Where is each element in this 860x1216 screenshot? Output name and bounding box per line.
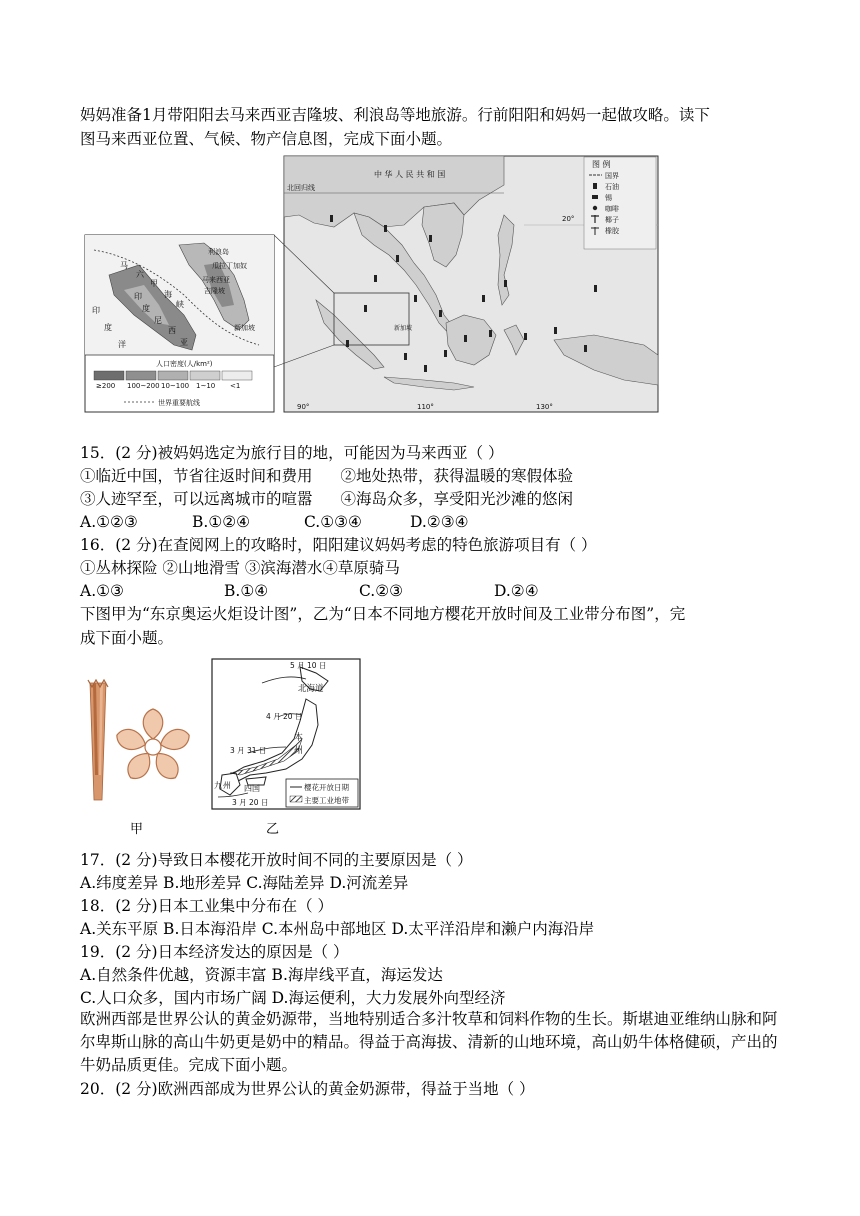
q15-choice-b[interactable]: B.①②④: [192, 513, 251, 531]
q15-opt4: ④海岛众多，享受阳光沙滩的悠闲: [340, 490, 574, 508]
legend-item-coffee: 咖啡: [605, 205, 619, 213]
lon90-label: 90°: [297, 403, 310, 411]
inset-xinjiapo-label: 新加坡: [234, 324, 255, 332]
label-may10: 5 月 10 日: [290, 661, 327, 670]
label-hokkaido: 北海道: [298, 684, 324, 694]
inset-xia-label: 峡: [176, 300, 184, 309]
intro-japan-line1: 下图甲为“东京奥运火炬设计图”，乙为“日本不同地方樱花开放时间及工业带分布图”，完: [80, 605, 686, 623]
sakura-emblem-drawing: [114, 709, 192, 783]
legend-industry: 主要工业地带: [304, 796, 349, 805]
map-country-label: 中 华 人 民 共 和 国: [374, 170, 446, 179]
q19-stem: 19．(2 分)日本经济发达的原因是（ ）: [80, 943, 349, 961]
lon130-label: 130°: [536, 403, 553, 411]
q16-choice-b[interactable]: B.①④: [224, 582, 269, 600]
malaysia-map-svg: [84, 155, 659, 413]
q15-choice-d[interactable]: D.②③④: [410, 513, 469, 531]
inset-ni-label: 尼: [154, 316, 162, 325]
fig-label-jia: 甲: [130, 822, 144, 837]
label-zhou: 州: [294, 746, 304, 756]
q17-choices[interactable]: A.纬度差异 B.地形差异 C.海陆差异 D.河流差异: [80, 874, 409, 892]
density-1-10: 1~10: [196, 382, 216, 390]
q19-choices-ab[interactable]: A.自然条件优越，资源丰富 B.海岸线平直，海运发达: [80, 966, 443, 984]
legend-item-tin: 锡: [605, 194, 612, 202]
density-10-100: 10~100: [161, 382, 190, 390]
label-mar20: 3 月 20 日: [232, 798, 269, 807]
density-100-200: 100~200: [127, 382, 160, 390]
label-apr20: 4 月 20 日: [266, 712, 303, 721]
q15-statements-row2: [80, 488, 573, 510]
q15-choices: [80, 511, 469, 533]
lon110-label: 110°: [417, 403, 434, 411]
legend-item-oil: 石油: [605, 183, 619, 191]
label-mar31: 3 月 31 日: [230, 746, 267, 755]
legend-item-border: 国界: [605, 172, 619, 180]
fig-label-yi: 乙: [266, 822, 280, 837]
inset-yin2-label: 印: [92, 306, 100, 315]
q16-stem: 16．(2 分)在查阅网上的攻略时，阳阳建议妈妈考虑的特色旅游项目有（ ）: [80, 536, 597, 554]
inset-du2-label: 度: [104, 323, 112, 332]
q17-stem: 17．(2 分)导致日本樱花开放时间不同的主要原因是（ ）: [80, 851, 473, 869]
intro-malaysia-line2: 图马来西亚位置、气候、物产信息图，完成下面小题。: [80, 130, 453, 148]
inset-jia-label: 甲: [150, 279, 158, 288]
q16-choices: [80, 580, 539, 602]
q16-items: ①丛林探险 ②山地滑雪 ③滨海潜水④草原骑马: [80, 559, 400, 577]
inset-legend-title: 人口密度(人/km²): [156, 360, 213, 368]
inset-yin-label: 印: [134, 292, 142, 301]
inset-gualatengjia-label: 瓜拉丁加奴: [212, 262, 247, 270]
inset-yang-label: 洋: [118, 340, 126, 349]
intro-europe-dairy: 欧洲西部是世界公认的黄金奶源带，当地特别适合多汁牧草和饲料作物的生长。斯堪迪亚维纳山脉和阿尔卑斯山脉的高山牛奶更是奶中的精品。得益于高海拔、清新的山地环境，高山奶牛体格健硕，产出的牛奶品质更佳。完成下面小题。: [80, 1010, 778, 1074]
intro-malaysia-line1: 妈妈准备1月带阳阳去马来西亚吉隆坡、利浪岛等地旅游。行前阳阳和妈妈一起做攻略。读下: [80, 106, 710, 124]
q15-statements-row1: [80, 465, 573, 487]
q15-stem: 15．(2 分)被妈妈选定为旅行目的地，可能因为马来西亚（ ）: [80, 444, 504, 462]
q16-choice-d[interactable]: D.②④: [494, 582, 539, 600]
label-kyushu2: 州: [223, 781, 231, 790]
q15-opt3: ③人迹罕至，可以远离城市的喧嚣: [80, 490, 313, 508]
q15-opt1: ①临近中国，节省往返时间和费用: [80, 467, 313, 485]
inset-du-label: 度: [142, 304, 150, 313]
main-legend-title: 图 例: [592, 160, 611, 169]
label-kyushu1: 九: [214, 781, 222, 790]
main-legend-box: [584, 157, 656, 249]
inset-route-legend: 世界重要航线: [158, 399, 200, 407]
lat20-label: 20°: [562, 215, 575, 223]
inset-malaixiya-label: 马来西亚: [202, 276, 230, 284]
japan-figure: [80, 655, 370, 835]
q18-stem: 18．(2 分)日本工业集中分布在（ ）: [80, 897, 334, 915]
olympic-torch-drawing: [88, 680, 108, 800]
inset-lirang-label: 利浪岛: [208, 248, 229, 256]
q16-choice-c[interactable]: C.②③: [359, 582, 404, 600]
density-ge200: ≥200: [96, 382, 116, 390]
q15-opt2: ②地处热带，获得温暖的寒假体验: [340, 467, 574, 485]
legend-item-coconut: 椰子: [605, 216, 619, 224]
q15-choice-c[interactable]: C.①③④: [304, 513, 362, 531]
tropic-label: 北回归线: [287, 184, 315, 192]
malaysia-map-figure: [84, 155, 659, 413]
inset-liu-label: 六: [136, 270, 144, 279]
q19-choices-cd[interactable]: C.人口众多，国内市场广阔 D.海运便利，大力发展外向型经济: [80, 989, 506, 1007]
q18-choices[interactable]: A.关东平原 B.日本海沿岸 C.本州岛中部地区 D.太平洋沿岸和濑户内海沿岸: [80, 920, 595, 938]
inset-ma-label: 马: [120, 261, 128, 270]
inset-hai-label: 海: [164, 290, 172, 299]
q15-choice-a[interactable]: A.①②③: [80, 513, 138, 531]
density-lt1: <1: [230, 382, 241, 390]
legend-item-rubber: 橡胶: [605, 227, 619, 235]
label-ben: 本: [294, 733, 304, 743]
q20-stem: 20．(2 分)欧洲西部成为世界公认的黄金奶源带，得益于当地（ ）: [80, 1080, 535, 1098]
main-singapore-label: 新加坡: [394, 325, 413, 332]
q16-choice-a[interactable]: A.①③: [80, 582, 124, 600]
inset-ya-label: 亚: [180, 338, 188, 347]
japan-figure-svg: [80, 655, 370, 835]
legend-sakura: 樱花开放日期: [304, 783, 349, 792]
intro-japan-line2: 成下面小题。: [80, 629, 174, 647]
inset-jilongpo-label: 吉隆坡: [204, 287, 225, 295]
inset-xi-label: 西: [168, 326, 176, 335]
label-shikoku: 四国: [244, 784, 260, 793]
